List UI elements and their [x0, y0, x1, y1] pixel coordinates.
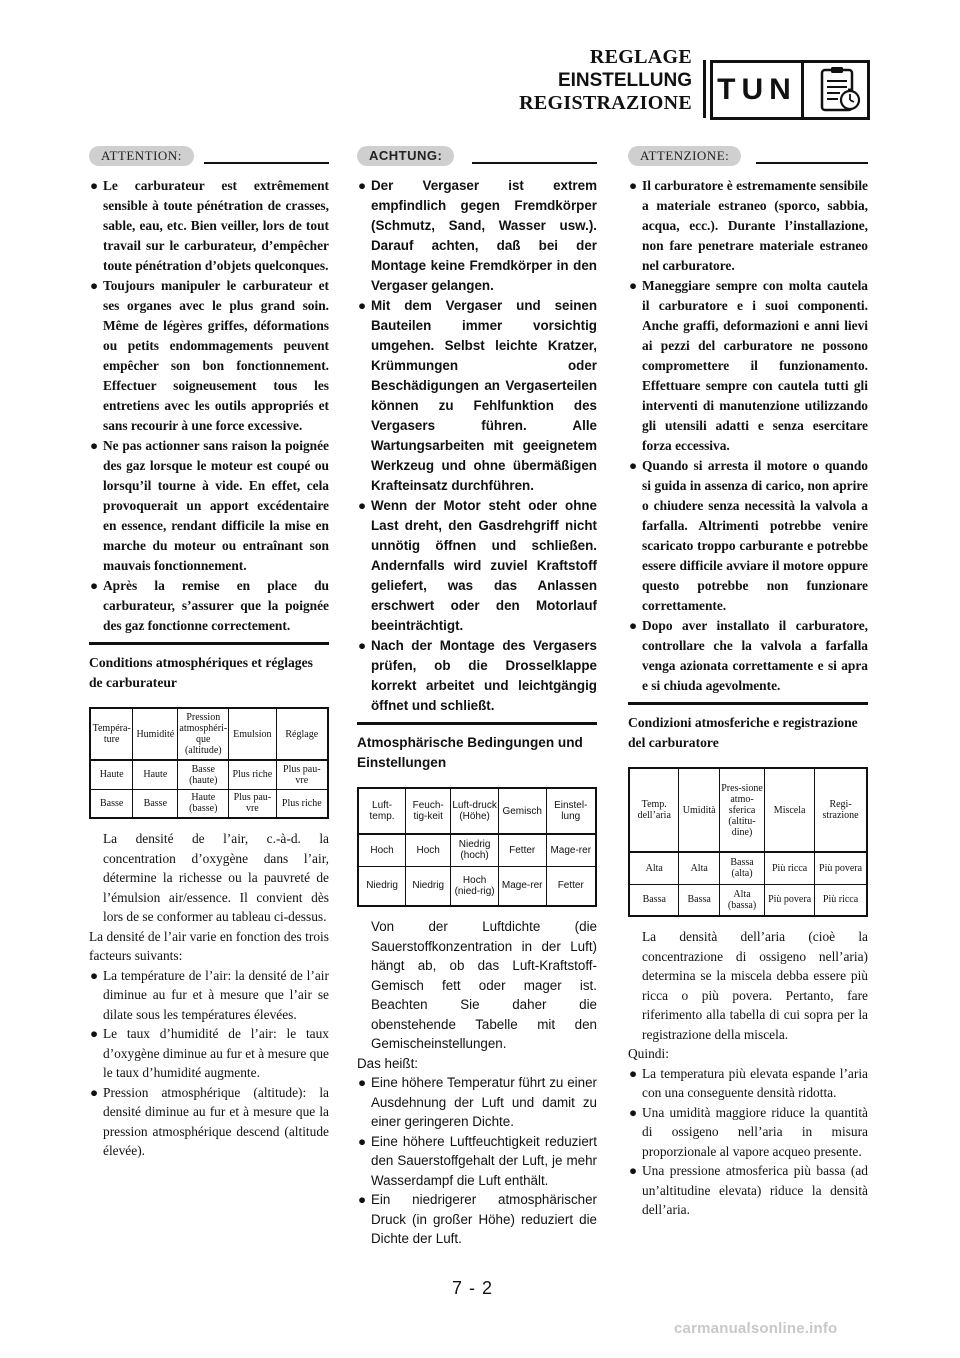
- header-titles: [519, 46, 692, 115]
- warning-header-fr: [89, 146, 329, 174]
- bullet-icon: ●: [358, 1133, 367, 1149]
- table-cell: Fetter: [546, 866, 596, 906]
- warning-rule-de: [472, 162, 597, 164]
- table-cell: Alta (bassa): [719, 884, 764, 916]
- bullet-icon: ●: [629, 278, 638, 293]
- bullet-icon: ●: [90, 967, 99, 983]
- table-header-cell: Temp. dell’aria: [629, 768, 679, 852]
- table-header-cell: Pression atmosphéri-que (altitude): [178, 708, 229, 760]
- table-header-cell: Feuch-tig-keit: [406, 788, 451, 834]
- bullet-icon: ●: [90, 278, 99, 293]
- bullet-icon: ●: [629, 1163, 638, 1178]
- list-item: ● La temperatura più elevata espande l’aria con una conseguente densità ridotta.: [629, 1065, 868, 1100]
- paragraph-factors-intro-fr: La densité de l’air varie en fonction des trois facteurs suivants:: [89, 928, 329, 963]
- section-title-de: Atmosphärische Bedingungen und Einstellungen: [357, 735, 583, 770]
- list-item: ● Eine höhere Luftfeuchtigkeit reduziert den Sauerstoffgehalt der Luft, je mehr Wasserdampf die Luft enthält.: [358, 1133, 597, 1188]
- list-item: ● Una umidità maggiore riduce la quantità di ossigeno nell’aria in misura proporzionale al vapore acqueo presente.: [629, 1104, 868, 1159]
- table-row: [90, 760, 328, 789]
- warning-end-rule-it: [628, 702, 868, 705]
- table-cell: Hoch: [358, 834, 406, 866]
- section-code-separator: [801, 63, 804, 117]
- warning-list-de: [357, 176, 597, 716]
- bullet-icon: ●: [358, 638, 367, 653]
- conditions-table-de: [357, 787, 597, 907]
- bullet-icon: ●: [358, 498, 367, 513]
- list-item: ● Maneggiare sempre con molta cautela il carburatore e i suoi componenti. Anche graffi, deformazioni e anni lievi ai pezzi del carburatore ne possono compromettere il funzionamento. Effettuare sempre con cautela tutti gli interventi di manutenzione utilizzando gli utensili adatti e senza esercitare forza eccessiva.: [629, 278, 868, 453]
- warning-end-rule-de: [357, 722, 597, 725]
- table-cell: Haute (basse): [178, 789, 229, 818]
- table-row: [629, 884, 867, 916]
- warning-badge-it: ATTENZIONE:: [628, 146, 741, 166]
- bullet-icon: ●: [358, 298, 367, 313]
- factors-list-de: [357, 1073, 597, 1249]
- section-title-it: Condizioni atmosferiche e registrazione del carburatore: [628, 715, 858, 750]
- table-header-cell: Luft-temp.: [358, 788, 406, 834]
- table-header-cell: Luft-druck (Höhe): [451, 788, 499, 834]
- column-french: [89, 146, 329, 1161]
- table-cell: Basse: [133, 789, 178, 818]
- header-divider: [703, 60, 706, 118]
- bullet-icon: ●: [90, 578, 99, 593]
- warning-badge-fr: ATTENTION:: [89, 146, 194, 166]
- page-number: 7 - 2: [452, 1278, 494, 1298]
- warning-badge-de: ACHTUNG:: [357, 146, 454, 166]
- warning-rule-it: [756, 162, 868, 164]
- bullet-icon: ●: [358, 1192, 367, 1207]
- table-row: [358, 834, 596, 866]
- conditions-table-fr: [89, 707, 329, 819]
- table-cell: Più povera: [815, 852, 867, 884]
- table-cell: Plus pau-vre: [276, 760, 328, 789]
- table-header-cell: Emulsion: [229, 708, 276, 760]
- paragraph-density-de: Von der Luftdichte (die Sauerstoffkonzentration in der Luft) hängt ab, ob das Luft-Kraftstoff-Gemisch fett oder mager ist. Beachten Sie daher die obenstehende Tabelle mit den Gemischeinstellungen.: [371, 919, 597, 1051]
- table-header-cell: Humidité: [133, 708, 178, 760]
- list-item: ● Quando si arresta il motore o quando si guida in assenza di carico, non aprire o chiudere senza necessità la valvola a farfalla. Altrimenti potrebbe venire scaricato troppo carburante e potrebbe essere difficile avviare il motore oppure questo potrebbe non funzionare correttamente.: [629, 458, 868, 613]
- list-item: ● Dopo aver installato il carburatore, controllare che la valvola a farfalla venga azionata correttamente e si apra e si chiuda agevolmente.: [629, 618, 868, 693]
- list-item: ● Ein niedrigerer atmosphärischer Druck (in großer Höhe) reduziert die Dichte der Luft.: [358, 1192, 597, 1246]
- checklist-stopwatch-icon: [810, 66, 868, 114]
- list-item: ● Le carburateur est extrêmement sensible à toute pénétration de crasses, sable, eau, etc. Bien veiller, lors de tout travail sur le carburateur, d’empêcher toute pénétration d’objets quelconques.: [90, 178, 329, 273]
- table-header-cell: Regi-strazione: [815, 768, 867, 852]
- table-cell: Niedrig (hoch): [451, 834, 499, 866]
- warning-end-rule-fr: [89, 642, 329, 645]
- table-cell: Più ricca: [765, 852, 815, 884]
- bullet-icon: ●: [90, 1084, 99, 1100]
- table-cell: Bassa: [679, 884, 719, 916]
- table-cell: Haute: [133, 760, 178, 789]
- table-header-cell: Tempéra-ture: [90, 708, 133, 760]
- section-code-box: [710, 60, 870, 120]
- bullet-icon: ●: [90, 438, 99, 453]
- list-item: ● Il carburatore è estremamente sensibile a materiale estraneo (sporco, sabbia, acqua, ecc.). Durante l’installazione, non fare penetrare materiale estraneo nel carburatore.: [629, 178, 868, 273]
- table-header-cell: Réglage: [276, 708, 328, 760]
- table-cell: Hoch (nied-rig): [451, 866, 499, 906]
- table-header-row: [629, 768, 867, 852]
- paragraph-density-it: La densità dell’aria (cioè la concentrazione di ossigeno nell’aria) determina se la miscela debba essere più ricca o più povera. Pertanto, fare riferimento alla tabella di cui sopra per la registrazione della miscela.: [642, 929, 868, 1042]
- section-code: TUN: [717, 73, 797, 106]
- table-cell: Niedrig: [358, 866, 406, 906]
- bullet-icon: ●: [629, 618, 638, 633]
- table-cell: Plus riche: [276, 789, 328, 818]
- table-cell: Niedrig: [406, 866, 451, 906]
- header-title-de: EINSTELLUNG: [557, 70, 692, 91]
- bullet-icon: ●: [629, 178, 638, 193]
- paragraph-factors-intro-de: Das heißt:: [357, 1055, 419, 1071]
- warning-header-it: [628, 146, 868, 174]
- paragraph-factors-intro-it: Quindi:: [628, 1046, 669, 1061]
- table-cell: Alta: [679, 852, 719, 884]
- paragraph-density-fr: La densité de l’air, c.-à-d. la concentration d’oxygène dans l’air, détermine la richesse ou la pauvreté de l’émulsion air/essence. Il convient dès lors de se conformer au tableau ci-dessus.: [103, 831, 329, 924]
- conditions-table-it: [628, 767, 868, 917]
- table-header-cell: Umidità: [679, 768, 719, 852]
- bullet-icon: ●: [629, 1065, 638, 1081]
- table-row: [358, 866, 596, 906]
- bullet-icon: ●: [90, 1026, 99, 1041]
- list-item: ● Toujours manipuler le carburateur et ses organes avec le plus grand soin. Même de légères griffes, déformations ou petits endommagements peuvent empêcher son bon fonctionnement. Effectuer soigneusement tous les entretiens avec les outils appropriés et sans recourir à une force excessive.: [90, 278, 329, 433]
- table-header-cell: Einstel-lung: [546, 788, 596, 834]
- table-header-cell: Pres-sione atmo-sferica (altitu-dine): [719, 768, 764, 852]
- list-item: ● Après la remise en place du carburateur, s’assurer que la poignée des gaz fonctionne correctement.: [90, 578, 329, 633]
- bullet-icon: ●: [358, 1075, 367, 1090]
- table-header-row: [90, 708, 328, 760]
- list-item: ● Le taux d’humidité de l’air: le taux d’oxygène diminue au fur et à mesure que le taux d’humidité augmente.: [90, 1026, 329, 1080]
- bullet-icon: ●: [629, 458, 638, 473]
- column-italian: [628, 146, 868, 1220]
- table-cell: Basse (haute): [178, 760, 229, 789]
- list-item: ● Der Vergaser ist extrem empfindlich gegen Fremdkörper (Schmutz, Sand, Wasser usw.). Darauf achten, daß bei der Montage keine Fremdkörper in den Vergaser gelangen.: [358, 178, 597, 293]
- factors-list-fr: [89, 966, 329, 1161]
- list-item: ● Wenn der Motor steht oder ohne Last dreht, den Gasdrehgriff nicht unnötig öffnen und schließen. Andernfalls wird zuviel Kraftstoff geliefert, was das Anlassen erschwert oder den Motorlauf beeinträchtigt.: [358, 498, 597, 633]
- table-cell: Haute: [90, 760, 133, 789]
- header-title-it: REGISTRAZIONE: [519, 92, 692, 114]
- table-cell: Mage-rer: [546, 834, 596, 866]
- table-cell: Hoch: [406, 834, 451, 866]
- table-row: [629, 852, 867, 884]
- header-title-fr: REGLAGE: [589, 46, 692, 68]
- table-cell: Plus pau-vre: [229, 789, 276, 818]
- table-cell: Bassa (alta): [719, 852, 764, 884]
- list-item: ● Pression atmosphérique (altitude): la densité diminue au fur et à mesure que la pression atmosphérique descend (altitude élevée).: [90, 1084, 329, 1158]
- column-german: [357, 146, 597, 1249]
- bullet-icon: ●: [629, 1104, 638, 1120]
- table-cell: Più povera: [765, 884, 815, 916]
- table-header-row: [358, 788, 596, 834]
- section-title-fr: Conditions atmosphériques et réglages de carburateur: [89, 655, 313, 690]
- list-item: ● Ne pas actionner sans raison la poignée des gaz lorsque le moteur est coupé ou lorsqu’il tourne à vide. En effet, cela provoquerait un apport excédentaire en essence, rendant difficile la mise en marche du moteur ou entraînant son mauvais fonctionnement.: [90, 438, 329, 573]
- factors-list-it: [628, 1064, 868, 1220]
- list-item: ● Nach der Montage des Vergasers prüfen, ob die Drosselklappe korrekt arbeitet und leichtgängig öffnet und schließt.: [358, 638, 597, 713]
- table-header-cell: Miscela: [765, 768, 815, 852]
- table-cell: Alta: [629, 852, 679, 884]
- warning-rule-fr: [204, 162, 329, 164]
- warning-list-it: [628, 176, 868, 696]
- table-cell: Fetter: [498, 834, 546, 866]
- list-item: ● La température de l’air: la densité de l’air diminue au fur et à mesure que l’air se dilate sous les températures élevées.: [90, 967, 329, 1022]
- watermark: carmanualsonline.info: [674, 1320, 838, 1337]
- table-cell: Mage-rer: [498, 866, 546, 906]
- list-item: ● Eine höhere Temperatur führt zu einer Ausdehnung der Luft und damit zu einer geringeren Dichte.: [358, 1075, 597, 1129]
- warning-list-fr: [89, 176, 329, 636]
- list-item: ● Mit dem Vergaser und seinen Bauteilen immer vorsichtig umgehen. Selbst leichte Kratzer, Krümmungen oder Beschädigungen an Vergaserteilen können zu Fehlfunktion des Vergasers führen. Alle Wartungsarbeiten mit geeignetem Werkzeug und ohne übermäßigen Krafteinsatz durchführen.: [358, 298, 597, 493]
- bullet-icon: ●: [90, 178, 99, 193]
- table-cell: Basse: [90, 789, 133, 818]
- list-item: ● Una pressione atmosferica più bassa (ad un’altitudine elevata) riduce la densità dell’aria.: [629, 1163, 868, 1217]
- table-cell: Più ricca: [815, 884, 867, 916]
- table-row: [90, 789, 328, 818]
- bullet-icon: ●: [358, 178, 367, 193]
- warning-header-de: [357, 146, 597, 174]
- table-cell: Plus riche: [229, 760, 276, 789]
- table-header-cell: Gemisch: [498, 788, 546, 834]
- table-cell: Bassa: [629, 884, 679, 916]
